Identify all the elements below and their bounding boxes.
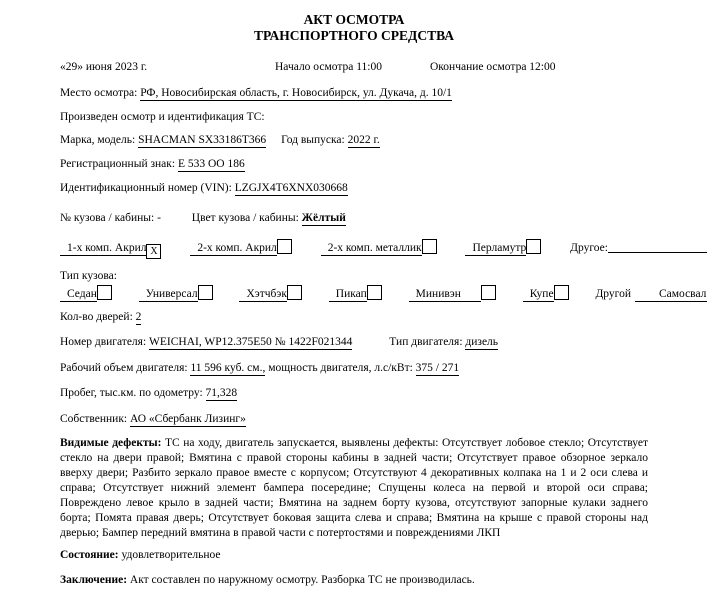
color-label: Цвет кузова / кабины:: [191, 212, 299, 224]
paint-options-row: [60, 239, 648, 259]
field-vin: [60, 181, 648, 195]
checkbox-paint-pearl: [526, 239, 541, 254]
title-line-2: ТРАНСПОРТНОГО СРЕДСТВА: [253, 28, 454, 43]
conclusion-label: Заключение:: [60, 574, 128, 586]
defects-label: Видимые дефекты:: [60, 437, 162, 449]
field-registration: [60, 157, 648, 171]
date-time-row: [60, 60, 648, 74]
field-owner: [60, 412, 648, 426]
engine-number-label: Номер двигателя:: [60, 336, 147, 348]
engine-type-value: дизель: [465, 336, 499, 348]
body-type-sedan: [60, 288, 112, 300]
paint-option-label: 2-х комп. Акрил: [190, 242, 276, 256]
body-type-coupe: [523, 288, 569, 300]
checkbox-body-coupe: [554, 285, 569, 300]
body-type-hatchback: [239, 288, 301, 300]
make-label: Марка, модель:: [60, 134, 136, 146]
field-conclusion: [60, 573, 648, 587]
displacement-value: 11 596 куб. см.,: [190, 362, 266, 374]
paint-other-label: Другое:: [570, 242, 608, 254]
inspection-date: «29» июня 2023 г.: [60, 61, 148, 73]
field-doors: [60, 310, 648, 324]
body-type-label: Тип кузова:: [60, 270, 117, 282]
field-condition: [60, 548, 648, 562]
color-value: Жёлтый: [301, 212, 346, 224]
vin-label: Идентификационный номер (VIN):: [60, 182, 232, 194]
checkbox-body-minivan: [481, 285, 496, 300]
paint-option-metallic: [321, 242, 437, 254]
checkbox-body-sedan: [97, 285, 112, 300]
paint-option-label: 2-х комп. металлик: [321, 242, 422, 256]
doors-label: Кол-во дверей:: [60, 311, 133, 323]
conclusion-value: Акт составлен по наружному осмотру. Разборка ТС не производилась.: [129, 574, 475, 586]
body-number-label: № кузова / кабины:: [60, 212, 155, 224]
year-value: 2022 г.: [347, 134, 380, 146]
field-bodyno-color: [60, 211, 648, 225]
mileage-value: 71,328: [205, 387, 238, 399]
body-type-wagon: [139, 288, 213, 300]
title-line-1: АКТ ОСМОТРА: [303, 12, 405, 27]
defects-text: ТС на ходу, двигатель запускается, выявлены дефекты: Отсутствует лобовое стекло; Отсутствует стекло на двери правой; Вмятина с правой стороны кабины в задней части; Отсутствует правое обзорное зеркало вверху двери; Разбито зеркало правое вместе с корпусом; Отсутствуют 4 декоративных колпака на 1 и 2 оси слева и справа; Отсутствует нижний элемент бампера посередине; Спущены колеса на первой и второй оси справа; Повреждено левое крыло в задней части; Вмятина на заднем борту кузова, отсутствуют запорные кулаки заднего борта; Помята правая дверь; Отсутствует боковая защита слева и справа; Вмятина на крыше с правой стороны над дверью; Бампер передний вмятина в правой части с потертостями и повреждениями ЛКП: [60, 437, 649, 539]
body-type-pickup: [329, 288, 382, 300]
owner-value: АО «Сбербанк Лизинг»: [130, 413, 246, 425]
field-displacement-power: [60, 361, 648, 375]
paint-option-label: 1-х комп. Акрил: [60, 242, 146, 256]
body-type-other-label: Другой: [595, 288, 631, 300]
paint-option-label: Перламутр: [465, 242, 526, 256]
displacement-label: Рабочий объем двигателя:: [60, 362, 188, 374]
checkbox-body-hatchback: [287, 285, 302, 300]
body-type-label-text: Минивэн: [409, 288, 481, 302]
document-title: [60, 12, 648, 44]
registration-label: Регистрационный знак:: [60, 158, 176, 170]
body-type-label-text: Седан: [60, 288, 97, 302]
condition-label: Состояние:: [60, 549, 119, 561]
defects-paragraph: [60, 436, 648, 541]
field-place: [60, 86, 648, 100]
condition-value: удовлетворительное: [121, 549, 221, 561]
body-type-label-text: Универсал: [139, 288, 198, 302]
paint-other-blank: [608, 240, 707, 253]
body-type-options-row: [60, 285, 707, 302]
power-value: 375 / 271: [415, 362, 460, 374]
body-type-minivan: [409, 288, 496, 300]
body-type-label-text: Пикап: [329, 288, 367, 302]
mileage-label: Пробег, тыс.км. по одометру:: [60, 387, 203, 399]
owner-label: Собственник:: [60, 413, 128, 425]
doors-value: 2: [135, 311, 142, 323]
make-value: SHACMAN SX33186T366: [138, 134, 267, 146]
checkbox-paint-acryl2: [277, 239, 292, 254]
vin-value: LZGJX4T6XNX030668: [234, 182, 348, 194]
paint-option-acryl2: [190, 242, 291, 254]
engine-type-label: Тип двигателя:: [389, 336, 463, 348]
inspection-end-time: Окончание осмотра 12:00: [430, 61, 556, 73]
inspection-start-time: Начало осмотра 11:00: [275, 61, 382, 73]
paint-option-pearl: [465, 242, 541, 254]
body-type-label-text: Купе: [523, 288, 554, 302]
performed-statement: Произведен осмотр и идентификация ТС:: [60, 111, 265, 123]
body-type-other-value: Самосвал: [635, 288, 707, 302]
field-engine: [60, 335, 648, 349]
checkbox-paint-acryl1: X: [146, 244, 161, 259]
place-label: Место осмотра:: [60, 87, 138, 99]
registration-value: Е 533 ОО 186: [177, 158, 245, 170]
body-type-label-text: Хэтчбэк: [239, 288, 286, 302]
field-mileage: [60, 386, 648, 400]
paint-option-acryl1: [60, 242, 161, 257]
field-make-year: [60, 133, 648, 147]
engine-number-value: WEICHAI, WP12.375E50 № 1422F021344: [149, 336, 353, 348]
body-number-value: -: [157, 212, 161, 224]
checkbox-body-pickup: [367, 285, 382, 300]
checkbox-paint-metallic: [422, 239, 437, 254]
year-label: Год выпуска:: [281, 134, 345, 146]
place-value: РФ, Новосибирская область, г. Новосибирск, ул. Дукача, д. 10/1: [140, 87, 452, 99]
power-label: мощность двигателя, л.с/кВт:: [268, 362, 413, 374]
checkbox-body-wagon: [198, 285, 213, 300]
